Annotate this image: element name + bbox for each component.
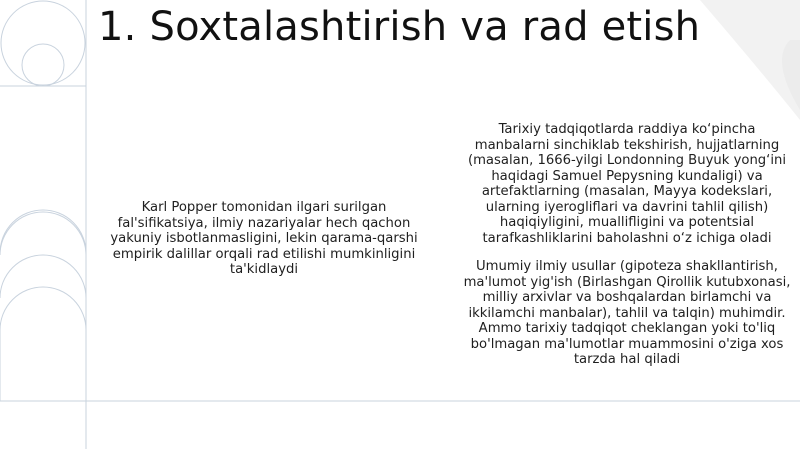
deco-circle-small (22, 44, 64, 86)
deco-arch-lower (0, 287, 86, 401)
right-bottom-text-block: Umumiy ilmiy usullar (gipoteza shakllantirish, ma'lumot yig'ish (Birlashgan Qirollik kutubxonasi, milliy arxivlar va boshqalardan birlamchi va ikkilamchi manbalar), tahlil va talqin) muhimdir. Ammo tarixiy tadqiqot cheklangan yoki to'liq bo'lmagan ma'lumotlar muammosini o'ziga xos tarzda hal qiladi (463, 259, 791, 367)
right-top-text-block: Tarixiy tadqiqotlarda raddiya ko‘pincha manbalarni sinchiklab tekshirish, hujjatlarning (masalan, 1666-yilgi Londonning Buyuk yong‘ini haqidagi Samuel Pepysning kundaligi) va artefaktlarning (masalan, Mayya kodekslari, ularning iyerogliflari va davrini tahlil qilish) haqiqiyligini, muallifligini va potentsial tarafkashliklarini baholashni o‘z ichiga oladi (467, 122, 787, 246)
deco-circle-large (1, 1, 85, 85)
left-text-block: Karl Popper tomonidan ilgari surilgan fal'sifikatsiya, ilmiy nazariyalar hech qachon yakuniy isbotlanmasligini, lekin qarama-qarshi empirik dalillar orqali rad etilishi mumkinligini ta'kidlaydi (110, 200, 418, 277)
deco-arch-mid-lower (0, 255, 86, 298)
deco-arch-upper (0, 210, 86, 253)
deco-arch-mid (0, 212, 86, 255)
slide-title: 1. Soxtalashtirish va rad etish (98, 4, 701, 50)
